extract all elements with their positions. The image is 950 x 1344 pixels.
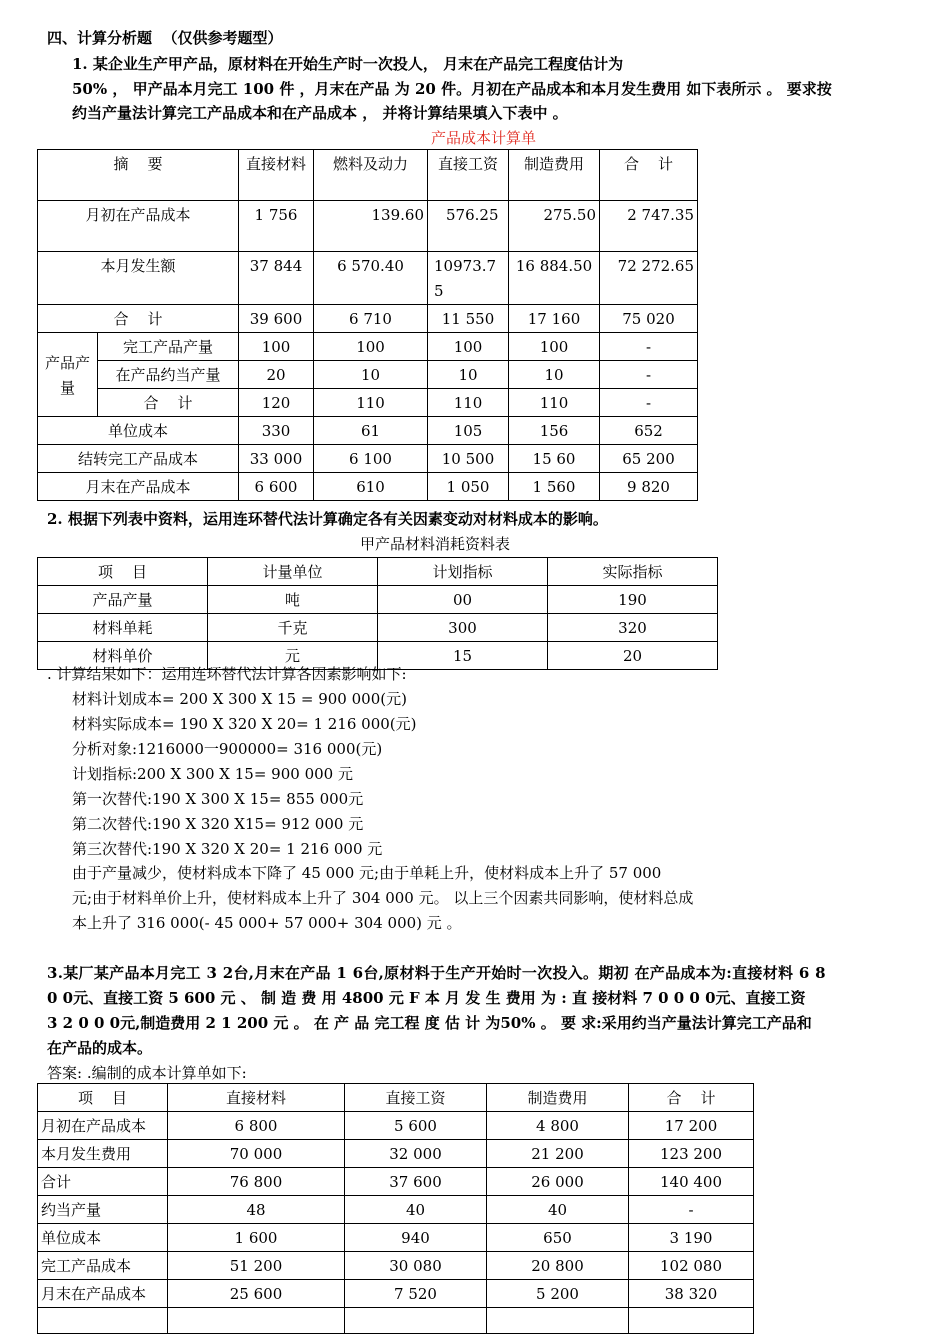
table-cell: 76 800 xyxy=(168,1168,345,1196)
q2-answer-line: 第三次替代:190 X 320 X 20= 1 216 000 元 xyxy=(72,840,383,858)
table-cell: 4 800 xyxy=(487,1112,629,1140)
table-cell: 项 目 xyxy=(38,1084,168,1112)
table-cell: 吨 xyxy=(208,586,378,614)
table-cell xyxy=(38,1308,168,1334)
table-cell: 10 xyxy=(428,361,509,389)
table-cell: 制造费用 xyxy=(487,1084,629,1112)
table-cell: 32 000 xyxy=(345,1140,487,1168)
table-cell: 72 272.65 xyxy=(600,252,698,305)
table-cell: 40 xyxy=(345,1196,487,1224)
table-cell: 10 500 xyxy=(428,445,509,473)
table-cell: 6 570.40 xyxy=(314,252,428,305)
table-cell: - xyxy=(600,333,698,361)
table-cell: 100 xyxy=(314,333,428,361)
table-cell: 实际指标 xyxy=(548,558,718,586)
table-cell: 合计 xyxy=(38,1168,168,1196)
q2-answer-line: 分析对象:1216000一900000= 316 000(元) xyxy=(72,740,383,758)
table-row xyxy=(38,389,698,417)
table-cell: 完工产品产量 xyxy=(98,333,239,361)
table-cell: 38 320 xyxy=(629,1280,754,1308)
table-cell: 20 xyxy=(548,642,718,670)
table-cell: 1 600 xyxy=(168,1224,345,1252)
table-cell: 37 600 xyxy=(345,1168,487,1196)
table-cell: 11 550 xyxy=(428,305,509,333)
q2-answer-line: 第二次替代:190 X 320 X15= 912 000 元 xyxy=(72,815,364,833)
table-cell: 110 xyxy=(314,389,428,417)
table-cell: 100 xyxy=(239,333,314,361)
table-row xyxy=(38,1196,754,1224)
q2-answer-line: 第一次替代:190 X 300 X 15= 855 000元 xyxy=(72,790,364,808)
table-cell: 直接工资 xyxy=(345,1084,487,1112)
table-cell: 610 xyxy=(314,473,428,501)
table-cell: 10 xyxy=(509,361,600,389)
table-cell: 材料单价 xyxy=(38,642,208,670)
table-cell: 摘 要 xyxy=(38,150,239,201)
table-cell: 139.60 xyxy=(314,201,428,252)
q2-answer-line: . 计算结果如下：运用连环替代法计算各因素影响如下: xyxy=(47,665,407,683)
table-cell: 39 600 xyxy=(239,305,314,333)
table-cell: 110 xyxy=(428,389,509,417)
table2-title: 甲产品材料消耗资料表 xyxy=(360,535,511,553)
table-cell: 元 xyxy=(208,642,378,670)
table1-title: 产品成本计算单 xyxy=(431,129,537,147)
table-cell: 约当产量 xyxy=(38,1196,168,1224)
table-row xyxy=(38,1084,754,1112)
table-cell: 月末在产品成本 xyxy=(38,473,239,501)
table-cell: 结转完工产品成本 xyxy=(38,445,239,473)
table-cell: 320 xyxy=(548,614,718,642)
table-cell: 20 xyxy=(239,361,314,389)
table-cell: 2 747.35 xyxy=(600,201,698,252)
table-cell: 25 600 xyxy=(168,1280,345,1308)
q3-answer-intro: 答案: .编制的成本计算单如下: xyxy=(47,1064,247,1082)
table-cell: 37 844 xyxy=(239,252,314,305)
table3 xyxy=(37,1083,754,1334)
table-row xyxy=(38,1168,754,1196)
table-row xyxy=(38,586,718,614)
table-cell: 直接工资 xyxy=(428,150,509,201)
table-row xyxy=(38,201,698,252)
q3-text-line1: 3.某厂某产品本月完工 3 2台,月末在产品 1 6台,原材料于生产开始时一次投入。期初 在产品成本为:直接材料 6 8 xyxy=(47,964,826,982)
table-cell: 1 560 xyxy=(509,473,600,501)
table-cell: 120 xyxy=(239,389,314,417)
table-cell: 6 100 xyxy=(314,445,428,473)
table-cell: 1 050 xyxy=(428,473,509,501)
table-cell: 300 xyxy=(378,614,548,642)
table-cell: 100 xyxy=(509,333,600,361)
table-cell: - xyxy=(629,1196,754,1224)
table-row xyxy=(38,473,698,501)
table-row xyxy=(38,417,698,445)
table-cell: 156 xyxy=(509,417,600,445)
table-cell: 合 计 xyxy=(600,150,698,201)
table-cell: 190 xyxy=(548,586,718,614)
table-cell: 本月发生费用 xyxy=(38,1140,168,1168)
table-cell xyxy=(345,1308,487,1334)
table-row xyxy=(38,252,698,305)
q3-text-line4: 在产品的成本。 xyxy=(47,1039,153,1057)
table-row xyxy=(38,1252,754,1280)
table-cell: 17 160 xyxy=(509,305,600,333)
table-cell: 产品产量 xyxy=(38,586,208,614)
table-cell: 26 000 xyxy=(487,1168,629,1196)
table-cell: 6 710 xyxy=(314,305,428,333)
table-cell: 17 200 xyxy=(629,1112,754,1140)
table-cell: - xyxy=(600,389,698,417)
table-cell: 65 200 xyxy=(600,445,698,473)
section-heading: 四、计算分析题 （仅供参考题型） xyxy=(47,29,283,47)
table-cell xyxy=(487,1308,629,1334)
table-row xyxy=(38,361,698,389)
table-cell: 40 xyxy=(487,1196,629,1224)
table-cell: 完工产品成本 xyxy=(38,1252,168,1280)
table-cell: 102 080 xyxy=(629,1252,754,1280)
table-row xyxy=(38,305,698,333)
table-cell: 直接材料 xyxy=(168,1084,345,1112)
table-cell: 10 xyxy=(314,361,428,389)
q2-answer-line: 材料实际成本= 190 X 320 X 20= 1 216 000(元) xyxy=(72,715,417,733)
table-cell-group-label: 产品产量 xyxy=(38,333,98,417)
table-cell: 单位成本 xyxy=(38,417,239,445)
table-row xyxy=(38,614,718,642)
table-cell: 110 xyxy=(509,389,600,417)
table-cell: 千克 xyxy=(208,614,378,642)
table-cell: 项 目 xyxy=(38,558,208,586)
table-cell: 00 xyxy=(378,586,548,614)
table-cell: 30 080 xyxy=(345,1252,487,1280)
table-cell xyxy=(168,1308,345,1334)
table-cell: 10973.75 xyxy=(428,252,509,305)
table-cell: 5 600 xyxy=(345,1112,487,1140)
table-cell: 合 计 xyxy=(629,1084,754,1112)
q1-text-line1: 1. 某企业生产甲产品，原材料在开始生产时一次投人， 月末在产品完工程度估计为 xyxy=(72,55,624,73)
table-cell: 21 200 xyxy=(487,1140,629,1168)
table-cell: 计量单位 xyxy=(208,558,378,586)
q3-text-line2: 0 0元、直接工资 5 600 元 、 制 造 费 用 4800 元 F 本 月 发 生 费用 为 : 直 接材料 7 0 0 0 0元、直接工资 xyxy=(47,989,806,1007)
table-row xyxy=(38,1308,754,1334)
table-cell: 275.50 xyxy=(509,201,600,252)
q2-text: 2. 根据下列表中资料，运用连环替代法计算确定各有关因素变动对材料成本的影响。 xyxy=(47,510,608,528)
table-cell: 105 xyxy=(428,417,509,445)
q2-answer-line: 由于产量减少，使材料成本下降了 45 000 元;由于单耗上升，使材料成本上升了 57 000 xyxy=(72,864,662,882)
table-cell: 15 xyxy=(378,642,548,670)
table-cell: 33 000 xyxy=(239,445,314,473)
table2 xyxy=(37,557,718,670)
table-cell: 330 xyxy=(239,417,314,445)
table-cell: 140 400 xyxy=(629,1168,754,1196)
q1-text-line3: 约当产量法计算完工产品成本和在产品成本 ， 并将计算结果填入下表中 。 xyxy=(72,104,568,122)
table-cell: 直接材料 xyxy=(239,150,314,201)
table-cell: 本月发生额 xyxy=(38,252,239,305)
table-cell: 576.25 xyxy=(428,201,509,252)
q2-answer-line: 计划指标:200 X 300 X 15= 900 000 元 xyxy=(72,765,353,783)
q3-text-line3: 3 2 0 0 0元,制造费用 2 1 200 元 。 在 产 品 完工程 度 估 计 为50% 。 要 求:采用约当产量法计算完工产品和 xyxy=(47,1014,812,1032)
table-cell: 15 60 xyxy=(509,445,600,473)
table-cell: 月初在产品成本 xyxy=(38,1112,168,1140)
table-cell: 20 800 xyxy=(487,1252,629,1280)
table-row xyxy=(38,1224,754,1252)
table-cell: 51 200 xyxy=(168,1252,345,1280)
table-cell: 6 800 xyxy=(168,1112,345,1140)
table-cell: 652 xyxy=(600,417,698,445)
table-cell: 100 xyxy=(428,333,509,361)
table-cell: 6 600 xyxy=(239,473,314,501)
table-cell: 月初在产品成本 xyxy=(38,201,239,252)
table-cell: 燃料及动力 xyxy=(314,150,428,201)
table-cell: 48 xyxy=(168,1196,345,1224)
table-cell: 合 计 xyxy=(38,305,239,333)
table-row xyxy=(38,150,698,201)
table-cell: 940 xyxy=(345,1224,487,1252)
q2-answer-line: 本上升了 316 000(- 45 000+ 57 000+ 304 000) 元 。 xyxy=(72,914,462,932)
table-cell: 月末在产品成本 xyxy=(38,1280,168,1308)
table-cell: - xyxy=(600,361,698,389)
table-cell: 合 计 xyxy=(98,389,239,417)
table-row xyxy=(38,333,698,361)
table-row xyxy=(38,1112,754,1140)
table1 xyxy=(37,149,698,501)
table-cell: 61 xyxy=(314,417,428,445)
table-row xyxy=(38,1280,754,1308)
q2-answer-line: 材料计划成本= 200 X 300 X 15 = 900 000(元) xyxy=(72,690,407,708)
table-cell: 75 020 xyxy=(600,305,698,333)
table-cell: 3 190 xyxy=(629,1224,754,1252)
table-cell: 1 756 xyxy=(239,201,314,252)
table-row xyxy=(38,1140,754,1168)
table-cell: 650 xyxy=(487,1224,629,1252)
table-cell: 70 000 xyxy=(168,1140,345,1168)
table-cell: 5 200 xyxy=(487,1280,629,1308)
table-cell: 16 884.50 xyxy=(509,252,600,305)
table-cell: 123 200 xyxy=(629,1140,754,1168)
table-row xyxy=(38,558,718,586)
table-cell: 7 520 xyxy=(345,1280,487,1308)
table-cell: 材料单耗 xyxy=(38,614,208,642)
q1-text-line2: 50% ， 甲产品本月完工 100 件 ，月末在产品 为 20 件。月初在产品成本和本月发生费用 如下表所示 。 要求按 xyxy=(72,80,832,98)
table-cell: 计划指标 xyxy=(378,558,548,586)
q2-answer-line: 元;由于材料单价上升，使材料成本上升了 304 000 元。 以上三个因素共同影响，使材料总成 xyxy=(72,889,694,907)
table-row xyxy=(38,445,698,473)
table-cell xyxy=(629,1308,754,1334)
table-cell: 单位成本 xyxy=(38,1224,168,1252)
table-cell: 制造费用 xyxy=(509,150,600,201)
table-cell: 9 820 xyxy=(600,473,698,501)
table-cell: 在产品约当产量 xyxy=(98,361,239,389)
